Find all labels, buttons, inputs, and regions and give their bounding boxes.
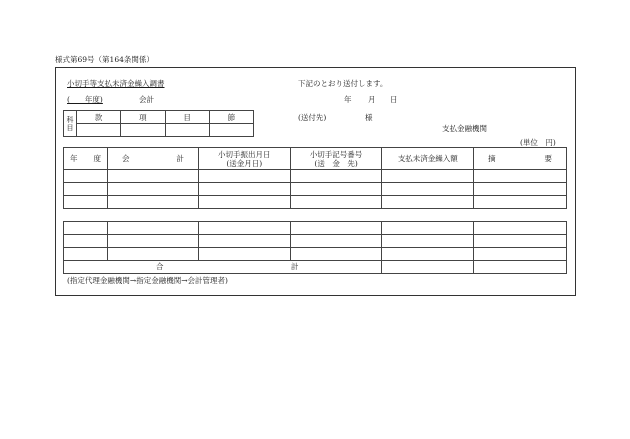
header-issue-date [198, 148, 290, 170]
kamoku-header-kan: 款 [77, 111, 121, 124]
destination-honorific: 様 [365, 113, 373, 122]
header-remarks-1: 摘 [488, 154, 496, 163]
payment-institution: 支払金融機関 [442, 124, 487, 133]
cell[interactable] [382, 196, 474, 209]
cell[interactable] [64, 183, 108, 196]
cell[interactable] [107, 247, 198, 260]
cell[interactable] [290, 196, 382, 209]
kamoku-header-setsu: 節 [209, 111, 253, 124]
cell[interactable] [107, 234, 198, 247]
kamoku-cell[interactable] [77, 124, 121, 137]
kamoku-cell[interactable] [209, 124, 253, 137]
table-row [64, 234, 567, 247]
cell[interactable] [64, 234, 108, 247]
cell[interactable] [290, 170, 382, 183]
cell[interactable] [474, 221, 567, 234]
fiscal-year-label: ( 年度) [67, 95, 103, 104]
cell[interactable] [107, 183, 198, 196]
fiscal-year-line [67, 95, 159, 104]
cell[interactable] [198, 221, 290, 234]
cell[interactable] [290, 221, 382, 234]
total-label-2: 計 [290, 262, 299, 271]
kamoku-label [64, 111, 77, 137]
header-issue-date-2: (送金月日) [226, 158, 263, 168]
header-year-1: 年 [70, 154, 78, 163]
header-account-2: 計 [176, 154, 184, 163]
cell[interactable] [474, 234, 567, 247]
cell[interactable] [290, 234, 382, 247]
kamoku-header-kou: 項 [121, 111, 165, 124]
header-unpaid: 支払未済金繰入額 [382, 148, 474, 170]
total-label [64, 260, 382, 273]
cell[interactable] [474, 196, 567, 209]
header-account [107, 148, 198, 170]
header-account-1: 会 [121, 154, 130, 163]
footer-note: (指定代理金融機関→指定金融機関→会計管理者) [67, 276, 228, 285]
cell[interactable] [382, 221, 474, 234]
total-row [64, 260, 567, 273]
table-row [64, 183, 567, 196]
cell[interactable] [107, 221, 198, 234]
cell[interactable] [198, 234, 290, 247]
cell[interactable] [64, 221, 108, 234]
sending-note: 下記のとおり送付します。 [298, 79, 388, 88]
kamoku-table [63, 110, 254, 137]
table-row [64, 221, 567, 234]
header-remarks-2: 要 [544, 154, 552, 163]
cell[interactable] [290, 247, 382, 260]
cell[interactable] [382, 183, 474, 196]
kamoku-header-moku: 目 [165, 111, 209, 124]
cell[interactable] [474, 183, 567, 196]
cell[interactable] [64, 170, 108, 183]
header-issue-date-1: 小切手振出月日 [218, 149, 271, 159]
form-title: 小切手等支払未済金繰入調書 [67, 79, 165, 88]
table-row [64, 247, 567, 260]
accounting-label: 会計 [139, 95, 154, 104]
form-number: 様式第69号（第164条関係） [55, 55, 154, 64]
date-day: 日 [390, 95, 398, 104]
header-check-number [290, 148, 382, 170]
unit-label: (単位 円) [520, 138, 556, 147]
main-table [63, 147, 567, 274]
kamoku-label-text: 科目 [66, 115, 74, 132]
cell[interactable] [382, 247, 474, 260]
header-check-number-1: 小切手記号番号 [309, 149, 363, 159]
table-row [64, 170, 567, 183]
cell[interactable] [64, 196, 108, 209]
header-year [64, 148, 108, 170]
total-amount-cell[interactable] [382, 260, 474, 273]
cell[interactable] [198, 196, 290, 209]
cell[interactable] [107, 196, 198, 209]
destination-label: (送付先) [298, 113, 327, 122]
table-gap [64, 209, 567, 222]
cell[interactable] [198, 183, 290, 196]
cell[interactable] [382, 170, 474, 183]
cell[interactable] [107, 170, 198, 183]
kamoku-cell[interactable] [121, 124, 165, 137]
header-check-number-2: (送 金 先) [314, 158, 358, 168]
cell[interactable] [382, 234, 474, 247]
cell[interactable] [64, 247, 108, 260]
cell[interactable] [474, 170, 567, 183]
total-label-1: 合 [156, 262, 164, 271]
date-month: 月 [368, 95, 376, 104]
date-year: 年 [344, 95, 352, 104]
kamoku-cell[interactable] [165, 124, 209, 137]
total-remarks-cell[interactable] [474, 260, 567, 273]
cell[interactable] [198, 247, 290, 260]
header-year-2: 度 [93, 154, 101, 163]
cell[interactable] [198, 170, 290, 183]
cell[interactable] [474, 247, 567, 260]
cell[interactable] [290, 183, 382, 196]
gap-cell [64, 209, 567, 222]
table-row [64, 196, 567, 209]
header-remarks [474, 148, 567, 170]
